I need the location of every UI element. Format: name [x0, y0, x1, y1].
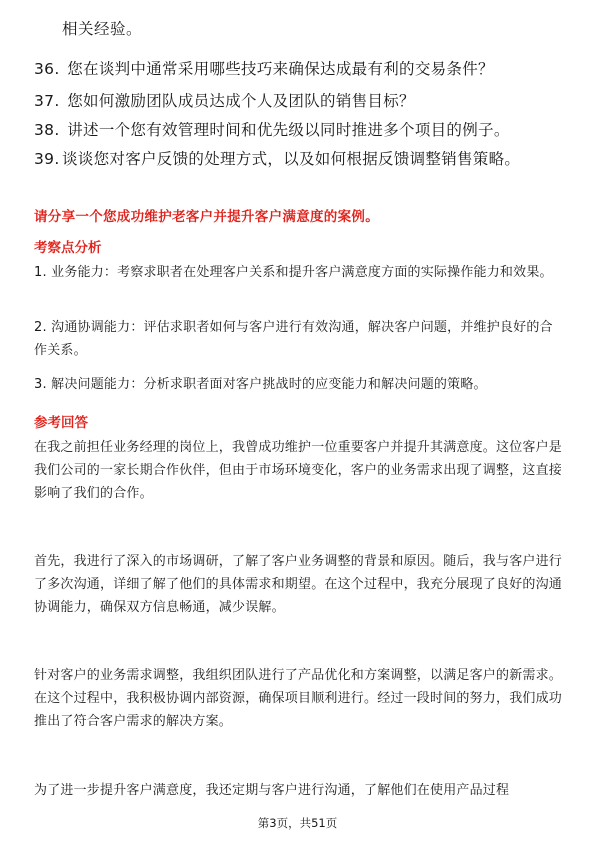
answer-paragraph: 为了进一步提升客户满意度，我还定期与客户进行沟通，了解他们在使用产品过程 — [34, 783, 510, 798]
question-text: 您如何激励团队成员达成个人及团队的销售目标？ — [67, 92, 415, 110]
question-number: 38. — [34, 121, 60, 139]
question-item — [34, 87, 564, 116]
question-item — [34, 116, 564, 145]
question-item — [34, 55, 564, 84]
question-number: 39. — [34, 150, 60, 168]
question-number: 37. — [34, 92, 60, 110]
question-number: 36. — [34, 60, 60, 78]
answer-heading: 参考回答 — [34, 415, 88, 431]
featured-question: 请分享一个您成功维护老客户并提升客户满意度的案例。 — [34, 209, 379, 225]
question-text: 谈谈您对客户反馈的处理方式，以及如何根据反馈调整销售策略。 — [62, 150, 521, 168]
question-item — [34, 145, 564, 174]
page-footer: 第3页，共51页 — [257, 816, 338, 830]
answer-paragraph: 在我之前担任业务经理的岗位上，我曾成功维护一位重要客户并提升其满意度。这位客户是我们公司的一家长期合作伙伴，但由于市场环境变化，客户的业务需求出现了调整，这直接影响了我们的合作。 — [34, 440, 563, 501]
analysis-point: 2. 沟通协调能力：评估求职者如何与客户进行有效沟通，解决客户问题，并维护良好的合作关系。 — [34, 320, 553, 358]
continuation-text: 相关经验。 — [62, 20, 143, 38]
question-text: 您在谈判中通常采用哪些技巧来确保达成最有利的交易条件？ — [67, 60, 494, 78]
analysis-heading: 考察点分析 — [34, 240, 102, 256]
question-text: 讲述一个您有效管理时间和优先级以同时推进多个项目的例子。 — [67, 121, 510, 139]
answer-paragraph: 针对客户的业务需求调整，我组织团队进行了产品优化和方案调整，以满足客户的新需求。在这个过程中，我积极协调内部资源，确保项目顺利进行。经过一段时间的努力，我们成功推出了符合客户需求的解决方案。 — [34, 668, 563, 729]
analysis-point: 3. 解决问题能力：分析求职者面对客户挑战时的应变能力和解决问题的策略。 — [34, 377, 487, 392]
analysis-point: 1. 业务能力：考察求职者在处理客户关系和提升客户满意度方面的实际操作能力和效果。 — [34, 265, 553, 280]
answer-paragraph: 首先，我进行了深入的市场调研，了解了客户业务调整的背景和原因。随后，我与客户进行了多次沟通，详细了解了他们的具体需求和期望。在这个过程中，我充分展现了良好的沟通协调能力，确保双方信息畅通，减少误解。 — [34, 554, 563, 615]
